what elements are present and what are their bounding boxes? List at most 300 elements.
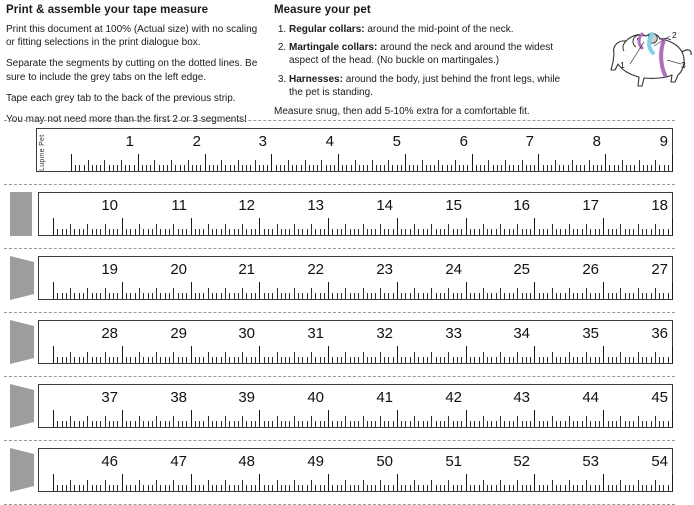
ruler-tick xyxy=(590,229,591,235)
ruler-tick xyxy=(105,352,106,363)
ruler-tick xyxy=(350,485,351,491)
ruler-tick xyxy=(380,288,381,299)
ruler-tick xyxy=(285,357,286,363)
ruler-segment xyxy=(38,320,673,364)
ruler-tick xyxy=(474,421,475,427)
cut-line xyxy=(4,120,675,121)
ruler-tick xyxy=(586,480,587,491)
ruler-tick xyxy=(212,485,213,491)
ruler-tick xyxy=(53,282,54,299)
ruler-tick xyxy=(309,165,310,171)
ruler-tick xyxy=(57,485,58,491)
ruler-tick xyxy=(393,229,394,235)
ruler-tick xyxy=(582,357,583,363)
ruler-segment xyxy=(38,256,673,300)
ruler-tick xyxy=(513,165,514,171)
ruler-tick xyxy=(296,165,297,171)
ruler-tick xyxy=(603,410,604,427)
ruler-tick xyxy=(410,357,411,363)
ruler-tick xyxy=(332,229,333,235)
ruler-tick xyxy=(633,293,634,299)
ruler-inch-label: 5 xyxy=(392,133,401,150)
ruler-tick xyxy=(371,293,372,299)
ruler-tick xyxy=(337,357,338,363)
ruler-tick xyxy=(496,357,497,363)
ruler-tick xyxy=(569,480,570,491)
ruler-tick xyxy=(461,229,462,235)
ruler-tick xyxy=(302,357,303,363)
ruler-tick xyxy=(332,293,333,299)
ruler-tick xyxy=(160,357,161,363)
cut-line xyxy=(4,376,675,377)
ruler-tick xyxy=(616,485,617,491)
ruler-tick xyxy=(476,165,477,171)
ruler-tick xyxy=(70,224,71,235)
ruler-tick xyxy=(401,293,402,299)
ruler-tick xyxy=(500,288,501,299)
ruler-tick xyxy=(143,293,144,299)
ruler-tick xyxy=(182,421,183,427)
ruler-tick xyxy=(487,421,488,427)
ruler-tick xyxy=(105,224,106,235)
ruler-tick xyxy=(213,165,214,171)
ruler-tick xyxy=(87,224,88,235)
ruler-tick xyxy=(388,485,389,491)
ruler-tick xyxy=(393,485,394,491)
ruler-tick xyxy=(105,288,106,299)
ruler-tick xyxy=(438,160,439,171)
ruler-tick xyxy=(337,485,338,491)
ruler-tick xyxy=(139,352,140,363)
ruler-tick xyxy=(122,474,123,491)
ruler-tick xyxy=(655,416,656,427)
ruler-tick xyxy=(518,165,519,171)
ruler-tick xyxy=(388,229,389,235)
ruler-tick xyxy=(422,160,423,171)
ruler-tick xyxy=(330,165,331,171)
ruler-tick xyxy=(363,352,364,363)
ruler-tick xyxy=(384,229,385,235)
ruler-tick xyxy=(380,165,381,171)
ruler-tick xyxy=(57,229,58,235)
ruler-tick xyxy=(272,357,273,363)
ruler-tick xyxy=(285,485,286,491)
ruler-tick xyxy=(392,165,393,171)
ruler-tick xyxy=(504,357,505,363)
ruler-tick xyxy=(659,293,660,299)
ruler-tick xyxy=(491,293,492,299)
ruler-tick xyxy=(320,293,321,299)
ruler-inch-label: 40 xyxy=(307,389,324,406)
ruler-tick xyxy=(79,229,80,235)
ruler-tick xyxy=(195,357,196,363)
ruler-tick xyxy=(113,421,114,427)
ruler-tick xyxy=(599,293,600,299)
ruler-tick xyxy=(589,160,590,171)
ruler-tick xyxy=(259,282,260,299)
ruler-tick xyxy=(417,165,418,171)
ruler-tick xyxy=(242,288,243,299)
ruler-tick xyxy=(79,165,80,171)
ruler-inch-label: 19 xyxy=(101,261,118,278)
ruler-tick xyxy=(659,357,660,363)
ruler-tick xyxy=(225,224,226,235)
ruler-tick xyxy=(488,160,489,171)
ruler-tick xyxy=(148,357,149,363)
ruler-tick xyxy=(461,293,462,299)
ruler-tick xyxy=(92,293,93,299)
ruler-tick xyxy=(84,165,85,171)
ruler-tick xyxy=(643,165,644,171)
ruler-tick xyxy=(96,421,97,427)
tape-strip xyxy=(0,310,679,374)
ruler-tick xyxy=(595,229,596,235)
ruler-tick xyxy=(251,421,252,427)
ruler-tick xyxy=(491,421,492,427)
ruler-tick xyxy=(328,218,329,235)
ruler-tick xyxy=(380,480,381,491)
ruler-tick xyxy=(453,293,454,299)
ruler-tick xyxy=(539,485,540,491)
ruler-tick xyxy=(192,165,193,171)
measure-step-harnesses-text: around the body, just behind the front legs, while the pet is standing. xyxy=(289,73,561,98)
ruler-tick xyxy=(255,421,256,427)
ruler-tick xyxy=(620,288,621,299)
ruler-tick xyxy=(367,357,368,363)
ruler-tick xyxy=(431,416,432,427)
ruler-tick xyxy=(668,165,669,171)
ruler-tick xyxy=(246,293,247,299)
ruler-tick xyxy=(216,229,217,235)
ruler-tick xyxy=(556,357,557,363)
ruler-tick xyxy=(152,293,153,299)
ruler-tick xyxy=(130,485,131,491)
ruler-tick xyxy=(534,282,535,299)
ruler-tick xyxy=(547,293,548,299)
ruler-tick xyxy=(251,357,252,363)
ruler-inch-label: 26 xyxy=(582,261,599,278)
ruler-tick xyxy=(530,485,531,491)
ruler-tick xyxy=(130,357,131,363)
ruler-tick xyxy=(315,421,316,427)
ruler-tick xyxy=(629,293,630,299)
ruler-tick xyxy=(328,410,329,427)
ruler-tick xyxy=(251,229,252,235)
measure-instructions-column xyxy=(274,4,574,118)
ruler-tick xyxy=(263,165,264,171)
ruler-tick xyxy=(646,229,647,235)
ruler-tick xyxy=(599,229,600,235)
ruler-tick xyxy=(267,165,268,171)
ruler-tick xyxy=(599,357,600,363)
ruler-tick xyxy=(70,480,71,491)
ruler-tick xyxy=(651,421,652,427)
ruler-tick xyxy=(186,485,187,491)
ruler-tick xyxy=(307,293,308,299)
ruler-tick xyxy=(436,229,437,235)
ruler-tick xyxy=(259,474,260,491)
ruler-tick xyxy=(359,165,360,171)
ruler-tick xyxy=(595,293,596,299)
ruler-tick xyxy=(393,293,394,299)
ruler-tick xyxy=(109,357,110,363)
ruler-tick xyxy=(522,485,523,491)
ruler-tick xyxy=(195,293,196,299)
ruler-tick xyxy=(509,229,510,235)
ruler-tick xyxy=(272,293,273,299)
ruler-tick xyxy=(651,357,652,363)
ruler-tick xyxy=(302,229,303,235)
ruler-tick xyxy=(117,229,118,235)
ruler-tick xyxy=(418,293,419,299)
ruler-tick xyxy=(87,352,88,363)
ruler-tick xyxy=(302,485,303,491)
ruler-tick xyxy=(281,293,282,299)
ruler-tick xyxy=(328,474,329,491)
ruler-tick xyxy=(414,480,415,491)
ruler-tick xyxy=(186,229,187,235)
ruler-tick xyxy=(453,229,454,235)
ruler-tick xyxy=(410,421,411,427)
ruler-tick xyxy=(229,421,230,427)
ruler-tick xyxy=(539,229,540,235)
ruler-tick xyxy=(160,485,161,491)
ruler-tick xyxy=(328,282,329,299)
ruler-tick xyxy=(448,288,449,299)
cut-line xyxy=(4,248,675,249)
ruler-tick xyxy=(552,224,553,235)
ruler-tick xyxy=(552,352,553,363)
ruler-tick xyxy=(517,224,518,235)
measure-fit-note: Measure snug, then add 5-10% extra for a comfortable fit. xyxy=(274,106,530,118)
ruler-tick xyxy=(483,416,484,427)
cut-line xyxy=(4,440,675,441)
ruler-tick xyxy=(444,229,445,235)
ruler-tick xyxy=(92,165,93,171)
ruler-tick xyxy=(457,357,458,363)
ruler-tick xyxy=(483,480,484,491)
ruler-tick xyxy=(672,410,673,427)
ruler-tick xyxy=(603,282,604,299)
ruler-tick xyxy=(560,421,561,427)
ruler-tick xyxy=(195,421,196,427)
ruler-tick xyxy=(590,485,591,491)
ruler-tick xyxy=(289,357,290,363)
ruler-tick xyxy=(633,357,634,363)
ruler-tick xyxy=(208,416,209,427)
ruler-tick xyxy=(337,293,338,299)
ruler-tick xyxy=(221,357,222,363)
ruler-tick xyxy=(580,165,581,171)
ruler-tick xyxy=(388,160,389,171)
ruler-inch-label: 24 xyxy=(445,261,462,278)
ruler-tick xyxy=(216,293,217,299)
ruler-tick xyxy=(70,352,71,363)
ruler-tick xyxy=(397,474,398,491)
ruler-tick xyxy=(655,224,656,235)
ruler-tick xyxy=(440,293,441,299)
ruler-tick xyxy=(487,229,488,235)
ruler-tick xyxy=(332,485,333,491)
ruler-tick xyxy=(372,160,373,171)
ruler-tick xyxy=(251,485,252,491)
ruler-tick xyxy=(440,485,441,491)
ruler-tick xyxy=(320,229,321,235)
ruler-tick xyxy=(351,165,352,171)
ruler-tick xyxy=(463,165,464,171)
assembly-step-cut: Separate the segments by cutting on the dotted lines. Be sure to include the grey tabs on the left edge. xyxy=(6,58,258,83)
ruler-tick xyxy=(601,165,602,171)
ruler-tick xyxy=(79,421,80,427)
ruler-inch-label: 4 xyxy=(325,133,334,150)
ruler-tick xyxy=(491,229,492,235)
ruler-tick xyxy=(410,293,411,299)
ruler-tick xyxy=(401,229,402,235)
ruler-tick xyxy=(622,160,623,171)
ruler-tick xyxy=(522,229,523,235)
ruler-tick xyxy=(191,410,192,427)
ruler-tick xyxy=(569,352,570,363)
ruler-tick xyxy=(522,421,523,427)
ruler-tick xyxy=(182,485,183,491)
ruler-tick xyxy=(129,165,130,171)
ruler-inch-label: 39 xyxy=(238,389,255,406)
ruler-tick xyxy=(414,416,415,427)
ruler-tick xyxy=(612,229,613,235)
ruler-tick xyxy=(311,288,312,299)
ruler-tick xyxy=(178,229,179,235)
ruler-tick xyxy=(143,229,144,235)
ruler-inch-label: 36 xyxy=(651,325,668,342)
ruler-inch-label: 43 xyxy=(513,389,530,406)
ruler-inch-label: 38 xyxy=(170,389,187,406)
ruler-tick xyxy=(371,485,372,491)
ruler-inch-label: 53 xyxy=(582,453,599,470)
ruler-tick xyxy=(534,218,535,235)
ruler-tick xyxy=(70,288,71,299)
ruler-tick xyxy=(289,421,290,427)
ruler-tick xyxy=(375,421,376,427)
ruler-tick xyxy=(83,357,84,363)
ruler-tick xyxy=(638,352,639,363)
ruler-tick xyxy=(405,154,406,171)
ruler-tick xyxy=(573,485,574,491)
ruler-tick xyxy=(156,288,157,299)
ruler-tick xyxy=(281,421,282,427)
dog-diagram-column xyxy=(580,4,686,118)
ruler-tick xyxy=(57,421,58,427)
ruler-tick xyxy=(582,293,583,299)
ruler-tick xyxy=(431,288,432,299)
ruler-tick xyxy=(271,154,272,171)
ruler-tick xyxy=(577,421,578,427)
ruler-tick xyxy=(71,154,72,171)
ruler-tick xyxy=(642,293,643,299)
ruler-tick xyxy=(629,357,630,363)
ruler-tick xyxy=(66,357,67,363)
ruler-tick xyxy=(96,165,97,171)
ruler-tick xyxy=(663,229,664,235)
ruler-tick xyxy=(453,485,454,491)
ruler-tick xyxy=(246,357,247,363)
ruler-tick xyxy=(332,421,333,427)
ruler-tick xyxy=(505,160,506,171)
ruler-tick xyxy=(487,357,488,363)
ruler-tick xyxy=(122,218,123,235)
ruler-tick xyxy=(626,165,627,171)
ruler-tick xyxy=(659,421,660,427)
grey-tape-tab xyxy=(10,384,34,428)
ruler-tick xyxy=(431,480,432,491)
assembly-step-print: Print this document at 100% (Actual size) with no scaling or fitting selections in the print dialogue box. xyxy=(6,24,258,49)
ruler-tick xyxy=(638,416,639,427)
ruler-tick xyxy=(593,165,594,171)
ruler-tick xyxy=(388,357,389,363)
ruler-tick xyxy=(92,357,93,363)
ruler-inch-label: 9 xyxy=(659,133,668,150)
ruler-tick xyxy=(440,229,441,235)
ruler-tick xyxy=(178,485,179,491)
ruler-tick xyxy=(186,293,187,299)
ruler-tick xyxy=(209,165,210,171)
ruler-tick xyxy=(292,165,293,171)
ruler-tick xyxy=(354,357,355,363)
ruler-tick xyxy=(500,416,501,427)
ruler-tick xyxy=(126,293,127,299)
ruler-tick xyxy=(436,485,437,491)
ruler-tick xyxy=(513,229,514,235)
ruler-tick xyxy=(284,165,285,171)
ruler-tick xyxy=(625,357,626,363)
ruler-tick xyxy=(371,421,372,427)
ruler-tick xyxy=(453,357,454,363)
ruler-tick xyxy=(638,288,639,299)
ruler-tick xyxy=(298,421,299,427)
ruler-tick xyxy=(229,485,230,491)
ruler-tick xyxy=(199,357,200,363)
ruler-tick xyxy=(620,224,621,235)
ruler-tick xyxy=(616,421,617,427)
ruler-tick xyxy=(328,346,329,363)
ruler-tick xyxy=(315,357,316,363)
ruler-tick xyxy=(208,480,209,491)
ruler-tick xyxy=(496,421,497,427)
ruler-tick xyxy=(560,357,561,363)
cut-line xyxy=(4,312,675,313)
ruler-tick xyxy=(380,224,381,235)
ruler-tick xyxy=(302,293,303,299)
ruler-tick xyxy=(246,421,247,427)
ruler-tick xyxy=(517,416,518,427)
ruler-tick xyxy=(608,485,609,491)
ruler-tick xyxy=(350,357,351,363)
ruler-tick xyxy=(259,165,260,171)
ruler-inch-label: 6 xyxy=(459,133,468,150)
ruler-tick xyxy=(87,416,88,427)
ruler-tick xyxy=(100,165,101,171)
ruler-tick xyxy=(534,165,535,171)
ruler-tick xyxy=(375,485,376,491)
ruler-tick xyxy=(100,357,101,363)
ruler-tick xyxy=(470,485,471,491)
ruler-inch-label: 12 xyxy=(238,197,255,214)
ruler-tick xyxy=(186,421,187,427)
ruler-tick xyxy=(341,357,342,363)
ruler-tick xyxy=(195,485,196,491)
ruler-tick xyxy=(363,416,364,427)
ruler-tick xyxy=(148,293,149,299)
ruler-inch-label: 48 xyxy=(238,453,255,470)
